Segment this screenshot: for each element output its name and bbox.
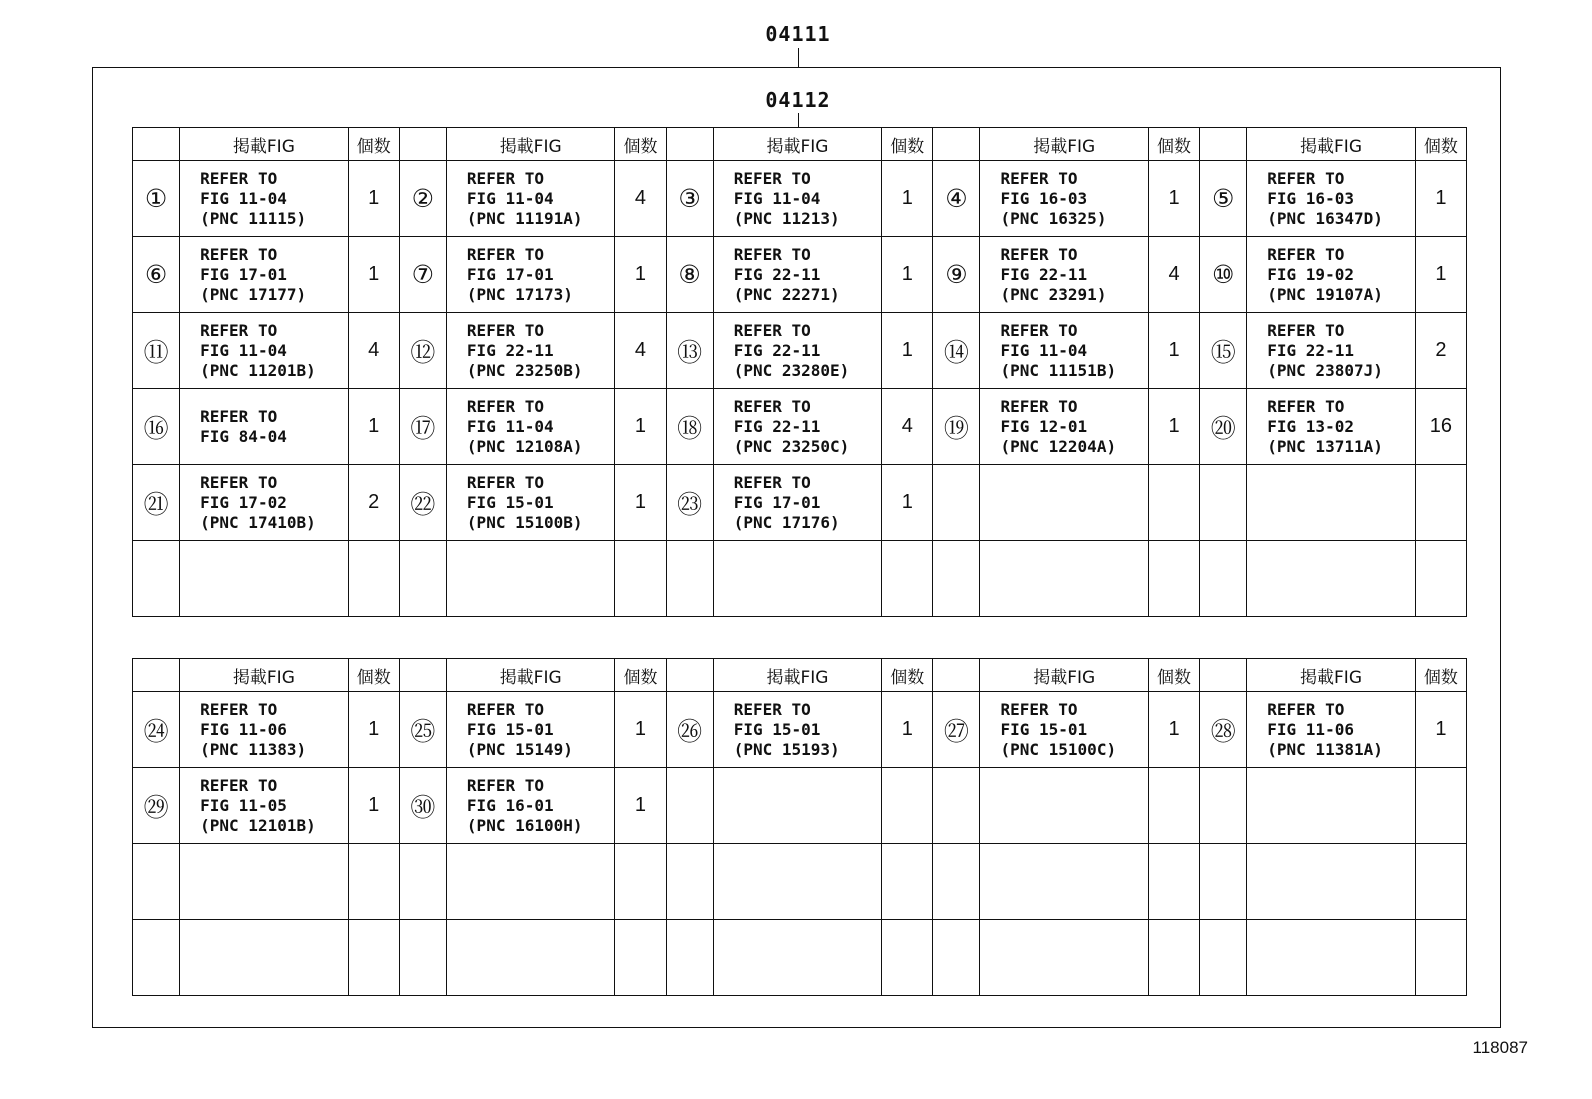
fig-reference-cell xyxy=(446,541,615,617)
quantity: 4 xyxy=(1148,237,1199,313)
reference-line-2: FIG 11-06 xyxy=(200,719,287,739)
item-number: ㉖ xyxy=(666,692,713,768)
fig-reference-cell xyxy=(180,844,349,920)
table-row xyxy=(133,844,1467,920)
reference-line-3: (PNC 16325) xyxy=(1000,208,1107,228)
fig-reference-cell xyxy=(980,465,1149,541)
quantity: 16 xyxy=(1415,389,1466,465)
fig-reference-cell xyxy=(713,541,882,617)
inner-leader-line xyxy=(798,113,799,127)
reference-line-2: FIG 17-01 xyxy=(733,492,821,512)
fig-reference-cell xyxy=(180,237,349,313)
table-row xyxy=(133,389,1467,465)
fig-reference-cell xyxy=(1247,465,1416,541)
fig-reference-cell xyxy=(180,768,349,844)
fig-reference-cell xyxy=(713,768,882,844)
quantity xyxy=(882,920,933,996)
fig-reference-cell xyxy=(980,541,1149,617)
reference-line-3: (PNC 22271) xyxy=(733,284,840,304)
quantity: 1 xyxy=(615,389,666,465)
reference-line-3: (PNC 12101B) xyxy=(200,815,316,835)
fig-reference-cell xyxy=(180,465,349,541)
quantity: 1 xyxy=(1148,313,1199,389)
reference-line-1: REFER TO xyxy=(466,320,544,340)
header-row xyxy=(133,128,1467,161)
header-fig-cell: 掲載FIG xyxy=(180,128,349,161)
header-qty-cell: 個数 xyxy=(1148,128,1199,161)
header-fig-cell: 掲載FIG xyxy=(1247,128,1416,161)
fig-reference-cell xyxy=(446,237,615,313)
reference-line-3: (PNC 11213) xyxy=(733,208,840,228)
reference-line-1: REFER TO xyxy=(1000,320,1078,340)
reference-line-2: FIG 13-02 xyxy=(1267,416,1354,436)
fig-reference-cell xyxy=(980,768,1149,844)
reference-line-3: (PNC 11115) xyxy=(200,208,307,228)
item-number: ⑱ xyxy=(666,389,713,465)
item-number xyxy=(133,541,180,617)
fig-reference-cell xyxy=(980,692,1149,768)
item-number xyxy=(666,541,713,617)
fig-reference-cell xyxy=(1247,161,1416,237)
reference-line-3: (PNC 11151B) xyxy=(1000,360,1117,380)
item-number xyxy=(933,920,980,996)
item-number: ⑨ xyxy=(933,237,980,313)
header-qty-cell: 個数 xyxy=(1415,128,1466,161)
item-number xyxy=(133,920,180,996)
quantity xyxy=(348,541,399,617)
quantity: 1 xyxy=(348,692,399,768)
item-number xyxy=(399,920,446,996)
quantity xyxy=(1415,768,1466,844)
quantity xyxy=(615,541,666,617)
fig-reference-cell xyxy=(713,313,882,389)
quantity: 1 xyxy=(882,465,933,541)
fig-reference-cell xyxy=(446,692,615,768)
fig-reference-cell xyxy=(980,237,1149,313)
quantity xyxy=(882,541,933,617)
header-blank-cell xyxy=(666,128,713,161)
table-row xyxy=(133,768,1467,844)
reference-line-2: FIG 11-04 xyxy=(733,188,821,208)
item-number: ㉓ xyxy=(666,465,713,541)
item-number xyxy=(1200,541,1247,617)
outer-assembly-code: 04111 xyxy=(765,22,831,46)
item-number: ㉘ xyxy=(1200,692,1247,768)
item-number: ⑮ xyxy=(1200,313,1247,389)
quantity xyxy=(1148,768,1199,844)
reference-line-3: (PNC 23807J) xyxy=(1267,360,1383,380)
item-number xyxy=(133,844,180,920)
item-number xyxy=(1200,920,1247,996)
reference-line-3: (PNC 15100B) xyxy=(466,512,583,532)
header-fig-cell: 掲載FIG xyxy=(980,659,1149,692)
reference-line-2: FIG 11-05 xyxy=(200,795,287,815)
fig-reference-cell xyxy=(180,389,349,465)
header-fig-cell: 掲載FIG xyxy=(1247,659,1416,692)
reference-line-3: (PNC 23280E) xyxy=(733,360,850,380)
header-qty-cell: 個数 xyxy=(348,659,399,692)
reference-line-2: FIG 11-04 xyxy=(200,340,287,360)
reference-line-2: FIG 22-11 xyxy=(466,340,554,360)
reference-line-2: FIG 15-01 xyxy=(733,719,821,739)
quantity: 1 xyxy=(1415,161,1466,237)
reference-line-3: (PNC 12108A) xyxy=(466,436,583,456)
fig-reference-cell xyxy=(446,768,615,844)
header-fig-cell: 掲載FIG xyxy=(713,128,882,161)
header-fig-cell: 掲載FIG xyxy=(446,128,615,161)
header-blank-cell xyxy=(933,128,980,161)
item-number: ⑫ xyxy=(399,313,446,389)
fig-reference-cell xyxy=(980,313,1149,389)
header-blank-cell xyxy=(1200,128,1247,161)
quantity: 1 xyxy=(615,237,666,313)
quantity: 4 xyxy=(348,313,399,389)
reference-line-1: REFER TO xyxy=(733,320,811,340)
quantity: 1 xyxy=(882,161,933,237)
quantity xyxy=(882,844,933,920)
table-row xyxy=(133,920,1467,996)
quantity: 1 xyxy=(1148,389,1199,465)
reference-line-2: FIG 84-04 xyxy=(200,426,287,446)
header-fig-cell: 掲載FIG xyxy=(446,659,615,692)
quantity: 1 xyxy=(348,237,399,313)
quantity xyxy=(1415,541,1466,617)
reference-line-1: REFER TO xyxy=(200,406,278,426)
quantity: 4 xyxy=(882,389,933,465)
reference-line-2: FIG 11-04 xyxy=(466,188,554,208)
outer-leader-line xyxy=(798,48,799,68)
header-qty-cell: 個数 xyxy=(615,128,666,161)
item-number: ⑩ xyxy=(1200,237,1247,313)
fig-reference-cell xyxy=(180,541,349,617)
reference-line-2: FIG 17-01 xyxy=(200,264,287,284)
reference-line-3: (PNC 23250C) xyxy=(733,436,850,456)
reference-line-3: (PNC 11201B) xyxy=(200,360,316,380)
reference-line-1: REFER TO xyxy=(200,244,278,264)
item-number: ⑬ xyxy=(666,313,713,389)
fig-reference-cell xyxy=(180,920,349,996)
reference-line-3: (PNC 15100C) xyxy=(1000,739,1117,759)
reference-line-2: FIG 16-03 xyxy=(1000,188,1088,208)
reference-line-1: REFER TO xyxy=(1000,244,1078,264)
fig-reference-cell xyxy=(180,313,349,389)
item-number: ③ xyxy=(666,161,713,237)
quantity: 1 xyxy=(882,313,933,389)
reference-line-3: (PNC 12204A) xyxy=(1000,436,1117,456)
fig-reference-cell xyxy=(1247,237,1416,313)
quantity xyxy=(1148,465,1199,541)
quantity xyxy=(1148,920,1199,996)
header-qty-cell: 個数 xyxy=(348,128,399,161)
fig-reference-cell xyxy=(446,465,615,541)
quantity: 2 xyxy=(1415,313,1466,389)
reference-line-1: REFER TO xyxy=(466,244,544,264)
header-row xyxy=(133,659,1467,692)
reference-line-1: REFER TO xyxy=(200,699,278,719)
item-number: ㉙ xyxy=(133,768,180,844)
reference-line-2: FIG 11-06 xyxy=(1267,719,1354,739)
parts-reference-table-bottom xyxy=(132,658,1467,996)
item-number xyxy=(666,768,713,844)
reference-line-2: FIG 22-11 xyxy=(733,416,821,436)
reference-line-2: FIG 22-11 xyxy=(1267,340,1354,360)
fig-reference-cell xyxy=(713,389,882,465)
reference-line-1: REFER TO xyxy=(466,472,544,492)
reference-line-1: REFER TO xyxy=(1267,320,1345,340)
reference-line-2: FIG 15-01 xyxy=(1000,719,1088,739)
table-row xyxy=(133,237,1467,313)
item-number: ㉕ xyxy=(399,692,446,768)
quantity xyxy=(615,844,666,920)
reference-line-3: (PNC 16100H) xyxy=(466,815,583,835)
item-number: ⑤ xyxy=(1200,161,1247,237)
item-number: ㉗ xyxy=(933,692,980,768)
reference-line-1: REFER TO xyxy=(466,396,544,416)
quantity: 1 xyxy=(348,389,399,465)
quantity: 1 xyxy=(348,161,399,237)
quantity xyxy=(348,920,399,996)
fig-reference-cell xyxy=(1247,313,1416,389)
reference-line-2: FIG 11-04 xyxy=(466,416,554,436)
item-number xyxy=(933,768,980,844)
fig-reference-cell xyxy=(446,844,615,920)
fig-reference-cell xyxy=(980,920,1149,996)
reference-line-2: FIG 16-01 xyxy=(466,795,554,815)
item-number xyxy=(1200,844,1247,920)
item-number: ⑯ xyxy=(133,389,180,465)
reference-line-1: REFER TO xyxy=(1000,168,1078,188)
quantity: 1 xyxy=(1148,692,1199,768)
item-number: ② xyxy=(399,161,446,237)
item-number: ⑧ xyxy=(666,237,713,313)
header-fig-cell: 掲載FIG xyxy=(180,659,349,692)
item-number xyxy=(399,541,446,617)
fig-reference-cell xyxy=(980,844,1149,920)
reference-line-1: REFER TO xyxy=(200,775,278,795)
fig-reference-cell xyxy=(1247,844,1416,920)
quantity: 1 xyxy=(1415,237,1466,313)
item-number: ㉒ xyxy=(399,465,446,541)
reference-line-3: (PNC 11383) xyxy=(200,739,307,759)
quantity: 1 xyxy=(348,768,399,844)
fig-reference-cell xyxy=(980,389,1149,465)
reference-line-3: (PNC 11191A) xyxy=(466,208,583,228)
fig-reference-cell xyxy=(713,920,882,996)
reference-line-1: REFER TO xyxy=(733,168,811,188)
fig-reference-cell xyxy=(1247,389,1416,465)
quantity: 1 xyxy=(1415,692,1466,768)
item-number: ① xyxy=(133,161,180,237)
reference-line-1: REFER TO xyxy=(1267,168,1345,188)
quantity xyxy=(1148,541,1199,617)
reference-line-2: FIG 12-01 xyxy=(1000,416,1088,436)
reference-line-1: REFER TO xyxy=(466,168,544,188)
reference-line-1: REFER TO xyxy=(200,472,278,492)
reference-line-3: (PNC 16347D) xyxy=(1267,208,1383,228)
fig-reference-cell xyxy=(446,161,615,237)
reference-line-3: (PNC 17410B) xyxy=(200,512,316,532)
quantity: 1 xyxy=(1148,161,1199,237)
fig-reference-cell xyxy=(713,844,882,920)
quantity: 1 xyxy=(882,237,933,313)
fig-reference-cell xyxy=(1247,920,1416,996)
quantity xyxy=(1415,920,1466,996)
reference-line-1: REFER TO xyxy=(733,699,811,719)
header-blank-cell xyxy=(1200,659,1247,692)
figure-number: 118087 xyxy=(1472,1038,1528,1057)
fig-reference-cell xyxy=(446,389,615,465)
reference-line-3: (PNC 17173) xyxy=(466,284,573,304)
item-number: ⑰ xyxy=(399,389,446,465)
header-blank-cell xyxy=(133,128,180,161)
quantity xyxy=(348,844,399,920)
reference-line-1: REFER TO xyxy=(1000,396,1078,416)
reference-line-2: FIG 17-02 xyxy=(200,492,287,512)
header-blank-cell xyxy=(933,659,980,692)
header-fig-cell: 掲載FIG xyxy=(980,128,1149,161)
item-number: ⑲ xyxy=(933,389,980,465)
fig-reference-cell xyxy=(713,237,882,313)
reference-line-2: FIG 15-01 xyxy=(466,719,554,739)
fig-reference-cell xyxy=(180,692,349,768)
table-row xyxy=(133,161,1467,237)
item-number: ⑦ xyxy=(399,237,446,313)
reference-line-2: FIG 22-11 xyxy=(733,340,821,360)
fig-reference-cell xyxy=(980,161,1149,237)
header-qty-cell: 個数 xyxy=(615,659,666,692)
fig-reference-cell xyxy=(1247,692,1416,768)
table-row xyxy=(133,541,1467,617)
reference-line-2: FIG 19-02 xyxy=(1267,264,1354,284)
quantity: 1 xyxy=(615,465,666,541)
reference-line-2: FIG 16-03 xyxy=(1267,188,1354,208)
table-row xyxy=(133,465,1467,541)
reference-line-2: FIG 22-11 xyxy=(733,264,821,284)
header-blank-cell xyxy=(399,128,446,161)
fig-reference-cell xyxy=(446,313,615,389)
fig-reference-cell xyxy=(446,920,615,996)
quantity xyxy=(1148,844,1199,920)
fig-reference-cell xyxy=(180,161,349,237)
item-number xyxy=(666,920,713,996)
header-qty-cell: 個数 xyxy=(1148,659,1199,692)
quantity: 1 xyxy=(615,768,666,844)
reference-line-1: REFER TO xyxy=(1000,699,1078,719)
reference-line-2: FIG 22-11 xyxy=(1000,264,1088,284)
item-number: ⑥ xyxy=(133,237,180,313)
item-number: ⑳ xyxy=(1200,389,1247,465)
fig-reference-cell xyxy=(713,692,882,768)
quantity xyxy=(882,768,933,844)
reference-line-3: (PNC 17177) xyxy=(200,284,307,304)
quantity: 2 xyxy=(348,465,399,541)
header-blank-cell xyxy=(133,659,180,692)
inner-assembly-code: 04112 xyxy=(765,88,831,112)
reference-line-3: (PNC 17176) xyxy=(733,512,840,532)
item-number: ㉑ xyxy=(133,465,180,541)
item-number xyxy=(1200,768,1247,844)
reference-line-2: FIG 17-01 xyxy=(466,264,554,284)
fig-reference-cell xyxy=(713,465,882,541)
table-row xyxy=(133,313,1467,389)
reference-line-1: REFER TO xyxy=(1267,699,1345,719)
fig-reference-cell xyxy=(1247,541,1416,617)
header-qty-cell: 個数 xyxy=(1415,659,1466,692)
quantity: 4 xyxy=(615,313,666,389)
header-qty-cell: 個数 xyxy=(882,659,933,692)
reference-line-3: (PNC 15193) xyxy=(733,739,840,759)
item-number xyxy=(933,541,980,617)
quantity: 1 xyxy=(615,692,666,768)
item-number: ⑪ xyxy=(133,313,180,389)
fig-reference-cell xyxy=(713,161,882,237)
reference-line-2: FIG 11-04 xyxy=(1000,340,1088,360)
reference-line-2: FIG 11-04 xyxy=(200,188,287,208)
fig-reference-cell xyxy=(1247,768,1416,844)
item-number: ㉚ xyxy=(399,768,446,844)
header-blank-cell xyxy=(666,659,713,692)
reference-line-1: REFER TO xyxy=(466,775,544,795)
item-number xyxy=(399,844,446,920)
table-row xyxy=(133,692,1467,768)
reference-line-1: REFER TO xyxy=(733,472,811,492)
reference-line-3: (PNC 11381A) xyxy=(1267,739,1383,759)
header-blank-cell xyxy=(399,659,446,692)
item-number: ⑭ xyxy=(933,313,980,389)
item-number xyxy=(933,465,980,541)
reference-line-1: REFER TO xyxy=(200,168,278,188)
item-number: ㉔ xyxy=(133,692,180,768)
quantity: 4 xyxy=(615,161,666,237)
reference-line-3: (PNC 15149) xyxy=(466,739,573,759)
reference-line-1: REFER TO xyxy=(733,244,811,264)
reference-line-1: REFER TO xyxy=(733,396,811,416)
item-number xyxy=(933,844,980,920)
quantity: 1 xyxy=(882,692,933,768)
item-number: ④ xyxy=(933,161,980,237)
header-fig-cell: 掲載FIG xyxy=(713,659,882,692)
quantity xyxy=(1415,465,1466,541)
quantity xyxy=(615,920,666,996)
reference-line-3: (PNC 13711A) xyxy=(1267,436,1383,456)
quantity xyxy=(1415,844,1466,920)
item-number xyxy=(666,844,713,920)
reference-line-1: REFER TO xyxy=(200,320,278,340)
reference-line-1: REFER TO xyxy=(1267,396,1345,416)
reference-line-3: (PNC 19107A) xyxy=(1267,284,1383,304)
header-qty-cell: 個数 xyxy=(882,128,933,161)
item-number xyxy=(1200,465,1247,541)
parts-reference-table-top xyxy=(132,127,1467,617)
reference-line-1: REFER TO xyxy=(1267,244,1345,264)
reference-line-2: FIG 15-01 xyxy=(466,492,554,512)
reference-line-3: (PNC 23250B) xyxy=(466,360,583,380)
reference-line-3: (PNC 23291) xyxy=(1000,284,1107,304)
reference-line-1: REFER TO xyxy=(466,699,544,719)
